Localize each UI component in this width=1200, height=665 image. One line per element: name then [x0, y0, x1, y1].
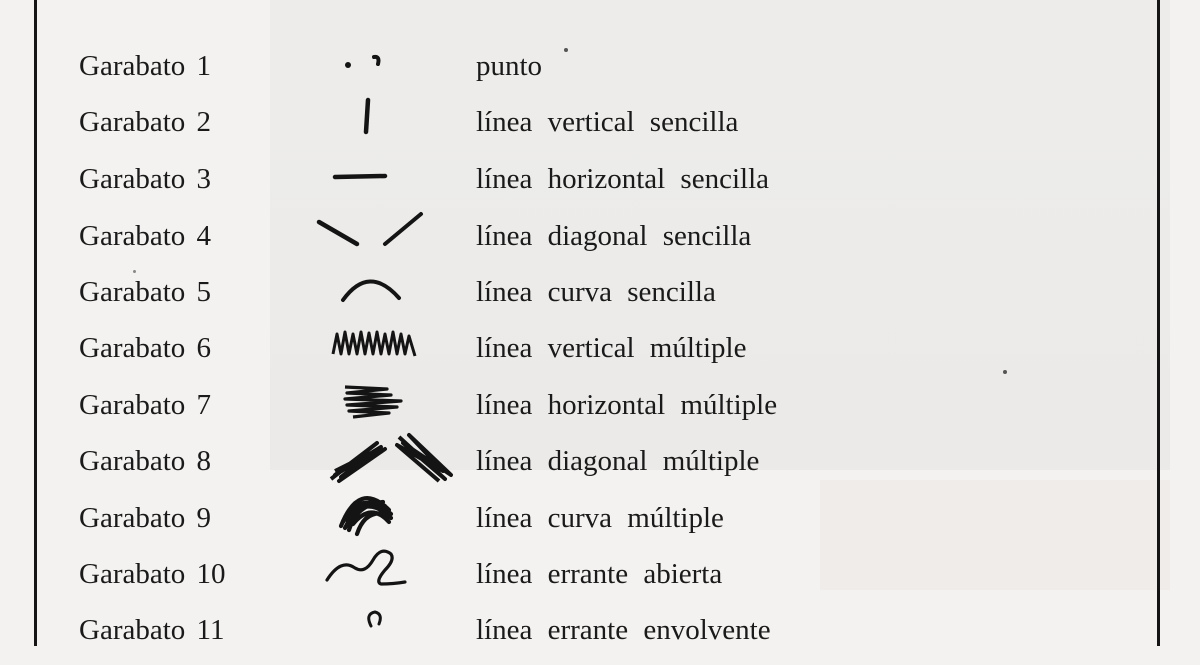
table-row: [0, 602, 1200, 658]
multiple-horizontal-lines-icon: [305, 371, 465, 435]
multiple-diagonal-lines-icon: [305, 427, 465, 491]
scribble-label: Garabato 1: [79, 50, 212, 82]
scribble-label: Garabato 3: [79, 163, 212, 195]
scribble-description: línea errante envolvente: [476, 614, 771, 646]
scribble-description: línea curva sencilla: [476, 276, 716, 308]
scribble-label: Garabato 10: [79, 558, 226, 590]
vertical-line-icon: [305, 88, 465, 152]
table-row: [0, 546, 1200, 602]
table-row: [0, 377, 1200, 433]
scribble-label: Garabato 8: [79, 445, 212, 477]
table-row: [0, 264, 1200, 320]
scribble-label: Garabato 6: [79, 332, 212, 364]
scribble-label: Garabato 5: [79, 276, 212, 308]
table-row: [0, 38, 1200, 94]
scribble-description: línea horizontal múltiple: [476, 389, 778, 421]
scribble-label: Garabato 7: [79, 389, 212, 421]
table-row: [0, 320, 1200, 376]
scribble-description: línea vertical múltiple: [476, 332, 747, 364]
scribble-description: línea curva múltiple: [476, 502, 724, 534]
curve-line-icon: [305, 258, 465, 322]
scribble-description: línea diagonal sencilla: [476, 220, 752, 252]
scribble-description: línea errante abierta: [476, 558, 723, 590]
scribble-description: punto: [476, 50, 543, 82]
scribble-description: línea horizontal sencilla: [476, 163, 770, 195]
dot-scribble-icon: [305, 32, 465, 96]
table-row: [0, 208, 1200, 264]
scribble-label: Garabato 4: [79, 220, 212, 252]
wandering-enveloping-line-icon: [305, 596, 465, 660]
scribble-label: Garabato 9: [79, 502, 212, 534]
table-row: [0, 433, 1200, 489]
horizontal-line-icon: [305, 145, 465, 209]
scribble-description: línea vertical sencilla: [476, 106, 739, 138]
multiple-curve-lines-icon: [305, 484, 465, 548]
scribble-label: Garabato 2: [79, 106, 212, 138]
diagonal-lines-icon: [305, 202, 465, 266]
scribble-label: Garabato 11: [79, 614, 225, 646]
table-row: [0, 151, 1200, 207]
table-row: [0, 94, 1200, 150]
wandering-open-line-icon: [305, 540, 465, 604]
table-row: [0, 490, 1200, 546]
multiple-vertical-lines-icon: [305, 314, 465, 378]
scribble-description: línea diagonal múltiple: [476, 445, 760, 477]
